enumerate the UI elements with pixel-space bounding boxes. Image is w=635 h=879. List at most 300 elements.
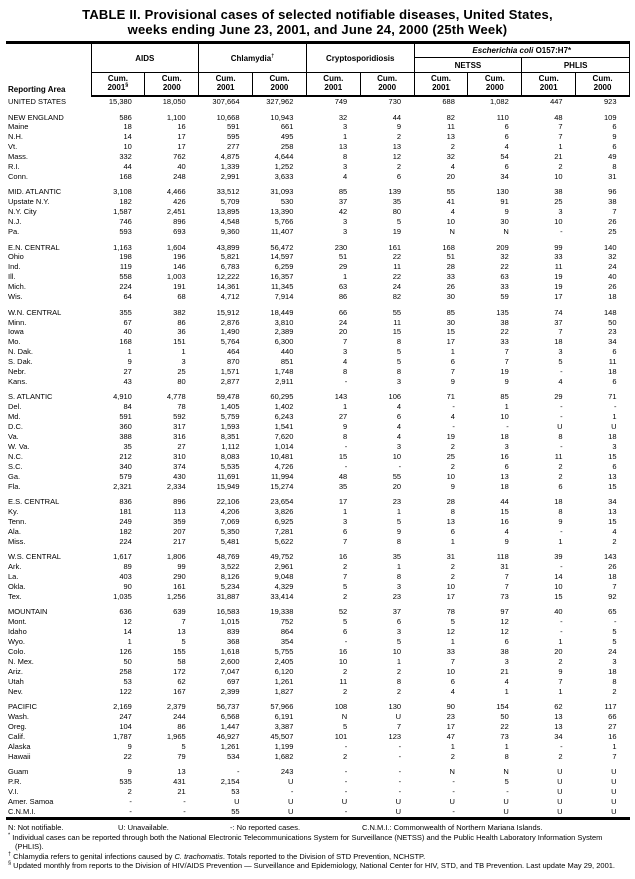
table-row bbox=[6, 292, 630, 302]
value-cell: 1,447 bbox=[220, 721, 240, 731]
value-cell: - bbox=[344, 767, 348, 777]
value-cell: 25 bbox=[446, 451, 455, 461]
value-cell: 6 bbox=[450, 357, 455, 367]
footnote-text: Updated monthly from reports to the Division of HIV/AIDS Prevention — Surveillance and Epidemiology, National Center for HIV, STD, and TB Prevention. Last update May 29, 2001. bbox=[13, 860, 615, 870]
reporting-area-cell: C.N.M.I. bbox=[8, 806, 36, 816]
value-cell: 2 bbox=[396, 162, 402, 172]
value-cell: 1 bbox=[343, 272, 348, 282]
value-cell: 1,035 bbox=[113, 591, 132, 601]
value-cell: 1,787 bbox=[113, 731, 132, 741]
value-cell: 1 bbox=[504, 686, 509, 696]
netss-subgroup-header: NETSS bbox=[414, 58, 522, 73]
value-cell: 7,914 bbox=[274, 292, 294, 302]
value-cell: 33 bbox=[446, 646, 455, 656]
value-cell: - bbox=[506, 786, 509, 796]
value-cell: 839 bbox=[227, 627, 240, 637]
value-cell: 10 bbox=[554, 171, 563, 181]
value-cell: N bbox=[449, 767, 455, 777]
value-cell: 15 bbox=[446, 327, 455, 337]
value-cell: U bbox=[611, 767, 617, 777]
table-row bbox=[6, 472, 630, 482]
value-cell: 11 bbox=[339, 676, 348, 686]
value-cell: 3 bbox=[558, 347, 563, 357]
value-cell: 10 bbox=[446, 217, 455, 227]
value-cell: 5 bbox=[450, 617, 455, 627]
value-cell: 836 bbox=[119, 497, 132, 507]
value-cell: 2 bbox=[396, 686, 402, 696]
reporting-area-cell: P.R. bbox=[8, 777, 22, 787]
value-cell: 11 bbox=[393, 262, 402, 272]
reporting-area-cell: Alaska bbox=[8, 741, 31, 751]
value-cell: 23 bbox=[608, 327, 617, 337]
value-cell: 19,338 bbox=[270, 607, 294, 617]
reporting-area-cell: Oreg. bbox=[8, 721, 27, 731]
value-cell: 749 bbox=[334, 97, 348, 106]
value-cell: 4 bbox=[450, 162, 455, 172]
value-cell: 586 bbox=[119, 112, 132, 122]
value-cell: 243 bbox=[280, 767, 294, 777]
value-cell: - bbox=[344, 376, 348, 386]
table-row bbox=[6, 647, 630, 657]
table-row bbox=[6, 392, 630, 402]
value-cell: 35 bbox=[392, 552, 402, 562]
value-cell: 212 bbox=[119, 451, 132, 461]
value-cell: 1 bbox=[181, 347, 186, 357]
value-cell: 1,339 bbox=[220, 162, 240, 172]
value-cell: 14 bbox=[123, 627, 132, 637]
value-cell: 4,644 bbox=[274, 152, 294, 162]
reporting-area-cell: V.I. bbox=[8, 786, 19, 796]
value-cell: 6 bbox=[504, 122, 509, 132]
value-cell: 7 bbox=[558, 122, 563, 132]
value-cell: 224 bbox=[119, 536, 132, 546]
value-cell: 52 bbox=[338, 607, 348, 617]
value-cell: 14,597 bbox=[270, 252, 294, 262]
aids-label: AIDS bbox=[135, 53, 155, 63]
table-row bbox=[6, 172, 630, 182]
reporting-area-cell: N. Mex. bbox=[8, 656, 34, 666]
value-cell: 1 bbox=[504, 741, 509, 751]
value-cell: 68 bbox=[177, 292, 186, 302]
value-cell: 13 bbox=[554, 712, 563, 721]
value-cell: 13 bbox=[608, 507, 617, 516]
value-cell: 47 bbox=[446, 731, 455, 741]
value-cell: 19 bbox=[446, 432, 455, 442]
value-cell: - bbox=[290, 786, 294, 796]
value-cell: 6 bbox=[396, 617, 402, 627]
value-cell: 1 bbox=[343, 402, 348, 412]
value-cell: 23 bbox=[392, 591, 402, 601]
value-cell: 85 bbox=[500, 392, 509, 402]
value-cell: - bbox=[452, 806, 455, 816]
value-cell: 30 bbox=[446, 317, 455, 327]
value-cell: - bbox=[452, 777, 455, 787]
value-cell: 249 bbox=[119, 516, 132, 526]
value-cell: 258 bbox=[119, 666, 132, 676]
value-cell: 2 bbox=[343, 666, 348, 676]
value-cell: - bbox=[614, 402, 617, 412]
reporting-area-cell: PACIFIC bbox=[8, 702, 38, 712]
value-cell: 7 bbox=[558, 676, 563, 686]
value-cell: 18 bbox=[608, 666, 617, 676]
value-cell: 67 bbox=[123, 317, 132, 327]
value-cell: 20 bbox=[392, 481, 402, 491]
table-row bbox=[6, 752, 630, 762]
value-cell: U bbox=[557, 806, 563, 816]
value-cell: - bbox=[506, 422, 509, 432]
value-cell: 5,481 bbox=[220, 536, 240, 546]
value-cell: 10 bbox=[554, 217, 563, 227]
value-cell: 3,522 bbox=[220, 562, 240, 572]
reporting-area-cell: Ark. bbox=[8, 562, 22, 572]
value-cell: 22 bbox=[392, 252, 402, 262]
value-cell: 9 bbox=[396, 122, 402, 132]
table-row bbox=[6, 637, 630, 647]
value-cell: 688 bbox=[442, 97, 455, 106]
value-cell: 6,568 bbox=[220, 712, 240, 721]
value-cell: 37 bbox=[554, 317, 563, 327]
value-cell: 896 bbox=[173, 497, 186, 507]
legend-row bbox=[8, 823, 630, 833]
value-cell: 7,620 bbox=[274, 432, 294, 442]
table-title bbox=[0, 7, 635, 37]
value-cell: 6 bbox=[612, 347, 617, 357]
value-cell: 51 bbox=[446, 252, 455, 262]
value-cell: 16 bbox=[177, 122, 186, 132]
table-row bbox=[6, 207, 630, 217]
value-cell: 26 bbox=[608, 217, 617, 227]
value-cell: 182 bbox=[119, 197, 132, 207]
table-row bbox=[6, 272, 630, 282]
value-cell: 31 bbox=[500, 562, 509, 572]
value-cell: 1,003 bbox=[166, 272, 186, 282]
data-table-wrap bbox=[6, 41, 630, 820]
footnote-marker: * bbox=[8, 832, 11, 839]
value-cell: 50 bbox=[500, 712, 509, 721]
value-cell: - bbox=[344, 741, 348, 751]
value-cell: U bbox=[557, 422, 563, 432]
chlamydia-footnote-marker: † bbox=[271, 52, 275, 59]
reporting-area-cell: N.H. bbox=[8, 132, 23, 142]
value-cell: 13 bbox=[446, 132, 455, 142]
value-cell: - bbox=[129, 806, 132, 816]
value-cell: 78 bbox=[177, 402, 186, 412]
value-cell: 71 bbox=[608, 392, 617, 402]
value-cell: 7 bbox=[181, 617, 186, 627]
value-cell: 4 bbox=[612, 526, 617, 536]
value-cell: 31,093 bbox=[270, 187, 294, 197]
value-cell: 2 bbox=[612, 536, 617, 546]
value-cell: 4,778 bbox=[166, 392, 186, 402]
reporting-area-cell: Maine bbox=[8, 122, 29, 132]
value-cell: 92 bbox=[608, 591, 617, 601]
value-cell: U bbox=[611, 422, 617, 432]
reporting-area-cell: D.C. bbox=[8, 422, 23, 432]
value-cell: 7 bbox=[504, 572, 509, 582]
value-cell: - bbox=[344, 806, 348, 816]
value-cell: 2 bbox=[450, 142, 455, 152]
value-cell: 22 bbox=[392, 272, 402, 282]
value-cell: 6 bbox=[612, 122, 617, 132]
value-cell: U bbox=[341, 796, 348, 806]
value-cell: 44 bbox=[123, 162, 132, 172]
ecoli-group-header bbox=[414, 43, 629, 58]
value-cell: 139 bbox=[388, 187, 402, 197]
value-cell: - bbox=[560, 617, 563, 627]
reporting-area-cell: Ky. bbox=[8, 507, 19, 516]
value-cell: 3 bbox=[612, 656, 617, 666]
value-cell: 4 bbox=[504, 676, 509, 686]
reporting-area-cell: Ill. bbox=[8, 272, 16, 282]
reporting-area-cell: E.S. CENTRAL bbox=[8, 497, 60, 507]
value-cell: 33 bbox=[500, 337, 509, 347]
value-cell: 382 bbox=[173, 307, 186, 317]
value-cell: 19 bbox=[554, 282, 563, 292]
value-cell: 3,633 bbox=[274, 171, 294, 181]
value-cell: 3 bbox=[396, 441, 402, 451]
cryptosporidiosis-group-header bbox=[306, 43, 414, 73]
value-cell: 10 bbox=[392, 646, 402, 656]
value-cell: U bbox=[395, 796, 402, 806]
value-cell: 191 bbox=[173, 282, 186, 292]
value-cell: 5,234 bbox=[220, 581, 240, 591]
value-cell: 54 bbox=[500, 152, 509, 162]
value-cell: 9 bbox=[396, 526, 402, 536]
value-cell: 13 bbox=[500, 471, 509, 481]
value-cell: 3 bbox=[558, 207, 563, 217]
table-row bbox=[6, 187, 630, 197]
value-cell: 15 bbox=[500, 507, 509, 516]
value-cell: 10 bbox=[392, 451, 402, 461]
reporting-area-cell: Vt. bbox=[8, 142, 18, 152]
value-cell: 1 bbox=[558, 686, 563, 696]
value-cell: 84 bbox=[123, 402, 132, 412]
value-cell: 41 bbox=[446, 197, 455, 207]
value-cell: - bbox=[344, 441, 348, 451]
value-cell: - bbox=[614, 617, 617, 627]
value-cell: 591 bbox=[227, 122, 240, 132]
value-cell: 4,466 bbox=[166, 187, 186, 197]
value-cell: 23 bbox=[446, 712, 455, 721]
reporting-area-cell: Upstate N.Y. bbox=[8, 197, 50, 207]
value-cell: 290 bbox=[173, 572, 186, 582]
table-row bbox=[6, 282, 630, 292]
value-cell: 53 bbox=[123, 676, 132, 686]
value-cell: 34 bbox=[554, 731, 563, 741]
reporting-area-cell: Wash. bbox=[8, 712, 29, 721]
value-cell: 130 bbox=[388, 702, 402, 712]
value-cell: 746 bbox=[119, 217, 132, 227]
value-cell: 148 bbox=[603, 307, 617, 317]
value-cell: 27 bbox=[177, 441, 186, 451]
cum-year-header: Cum. 2000 bbox=[145, 73, 199, 97]
value-cell: 2,169 bbox=[113, 702, 132, 712]
value-cell: 3 bbox=[343, 122, 348, 132]
value-cell: 146 bbox=[173, 262, 186, 272]
value-cell: 66 bbox=[608, 712, 617, 721]
value-cell: 181 bbox=[119, 507, 132, 516]
value-cell: 4 bbox=[450, 412, 455, 422]
value-cell: 534 bbox=[227, 751, 240, 761]
value-cell: 56,737 bbox=[216, 702, 240, 712]
value-cell: 101 bbox=[334, 731, 348, 741]
table-row bbox=[6, 592, 630, 602]
reporting-area-cell: La. bbox=[8, 572, 19, 582]
value-cell: 1,014 bbox=[274, 441, 294, 451]
value-cell: 13 bbox=[392, 142, 402, 152]
value-cell: 7 bbox=[396, 721, 402, 731]
value-cell: 7 bbox=[558, 327, 563, 337]
reporting-area-cell: Conn. bbox=[8, 171, 29, 181]
value-cell: 1,604 bbox=[166, 242, 186, 252]
value-cell: 14,361 bbox=[216, 282, 240, 292]
value-cell: 3,810 bbox=[274, 317, 294, 327]
value-cell: 66 bbox=[338, 307, 348, 317]
value-cell: 2 bbox=[450, 572, 455, 582]
value-cell: 1,261 bbox=[274, 676, 294, 686]
value-cell: 5 bbox=[396, 347, 402, 357]
table-row bbox=[6, 452, 630, 462]
value-cell: 8 bbox=[558, 432, 563, 442]
value-cell: 368 bbox=[227, 637, 240, 647]
value-cell: 6 bbox=[450, 526, 455, 536]
reporting-area-cell: Guam bbox=[8, 767, 29, 777]
value-cell: 4 bbox=[504, 526, 509, 536]
value-cell: 10,668 bbox=[216, 112, 240, 122]
table-row bbox=[6, 217, 630, 227]
table-row bbox=[6, 482, 630, 492]
value-cell: 1,541 bbox=[274, 422, 294, 432]
value-cell: 209 bbox=[496, 242, 509, 252]
value-cell: 7 bbox=[612, 581, 617, 591]
value-cell: 13 bbox=[608, 471, 617, 481]
value-cell: 7 bbox=[612, 751, 617, 761]
value-cell: - bbox=[398, 751, 402, 761]
value-cell: 9 bbox=[127, 741, 132, 751]
reporting-area-cell: Ariz. bbox=[8, 666, 23, 676]
value-cell: 27 bbox=[338, 412, 348, 422]
footnote-marker: § bbox=[8, 860, 12, 867]
value-cell: 26 bbox=[608, 562, 617, 572]
value-cell: 73 bbox=[500, 731, 509, 741]
value-cell: 2 bbox=[612, 686, 617, 696]
table-row bbox=[6, 617, 630, 627]
reporting-area-cell: N. Dak. bbox=[8, 347, 34, 357]
reporting-area-cell: Pa. bbox=[8, 227, 20, 237]
value-cell: 277 bbox=[227, 142, 240, 152]
legend-not-notifiable: N: Not notifiable. bbox=[8, 823, 64, 833]
reporting-area-cell: Ind. bbox=[8, 262, 21, 272]
value-cell: 8 bbox=[396, 572, 402, 582]
reporting-area-cell: Mo. bbox=[8, 337, 21, 347]
value-cell: 2 bbox=[343, 751, 348, 761]
value-cell: 2,451 bbox=[166, 207, 186, 217]
value-cell: - bbox=[398, 777, 402, 787]
value-cell: 8 bbox=[343, 432, 348, 442]
reporting-area-cell: Wyo. bbox=[8, 637, 26, 647]
value-cell: - bbox=[344, 777, 348, 787]
value-cell: 135 bbox=[496, 307, 509, 317]
value-cell: 155 bbox=[173, 646, 186, 656]
table-row bbox=[6, 572, 630, 582]
value-cell: 2 bbox=[558, 471, 563, 481]
reporting-area-cell: Ga. bbox=[8, 471, 21, 481]
value-cell: 3 bbox=[343, 162, 348, 172]
reporting-area-cell: Nev. bbox=[8, 686, 23, 696]
value-cell: 5 bbox=[396, 357, 402, 367]
value-cell: 4 bbox=[450, 686, 455, 696]
value-cell: 355 bbox=[119, 307, 132, 317]
value-cell: 19 bbox=[500, 367, 509, 377]
cum-year-header: Cum. 2000 bbox=[253, 73, 307, 97]
value-cell: 18 bbox=[608, 572, 617, 582]
value-cell: 13 bbox=[177, 767, 186, 777]
value-cell: 50 bbox=[123, 656, 132, 666]
value-cell: 4 bbox=[396, 402, 402, 412]
value-cell: 16 bbox=[500, 451, 509, 461]
value-cell: 1 bbox=[396, 562, 402, 572]
value-cell: - bbox=[560, 367, 563, 377]
table-row bbox=[6, 122, 630, 132]
value-cell: U bbox=[395, 712, 402, 721]
value-cell: 8 bbox=[396, 367, 402, 377]
value-cell: U bbox=[611, 796, 617, 806]
value-cell: 20 bbox=[554, 646, 563, 656]
table-row bbox=[6, 113, 630, 123]
value-cell: 6,191 bbox=[274, 712, 294, 721]
value-cell: 50 bbox=[608, 317, 617, 327]
value-cell: 13 bbox=[338, 142, 348, 152]
value-cell: 5,821 bbox=[220, 252, 240, 262]
value-cell: 2 bbox=[450, 461, 455, 471]
value-cell: 17 bbox=[446, 591, 455, 601]
value-cell: 15 bbox=[392, 327, 402, 337]
reporting-area-cell: Wis. bbox=[8, 292, 23, 302]
value-cell: 1,261 bbox=[220, 741, 240, 751]
value-cell: 17 bbox=[338, 497, 348, 507]
value-cell: 45,507 bbox=[270, 731, 294, 741]
value-cell: 62 bbox=[177, 676, 186, 686]
value-cell: 1,827 bbox=[274, 686, 294, 696]
value-cell: - bbox=[560, 741, 563, 751]
value-cell: U bbox=[557, 777, 563, 787]
reporting-area-cell: Calif. bbox=[8, 731, 26, 741]
value-cell: 6 bbox=[343, 526, 348, 536]
value-cell: 6,925 bbox=[274, 516, 294, 526]
value-cell: 579 bbox=[119, 471, 132, 481]
value-cell: 530 bbox=[280, 197, 294, 207]
value-cell: 217 bbox=[173, 536, 186, 546]
value-cell: 15 bbox=[608, 451, 617, 461]
value-cell: 1 bbox=[612, 741, 617, 751]
cryptosporidiosis-label: Cryptosporidiosis bbox=[325, 53, 395, 63]
value-cell: 4 bbox=[450, 207, 455, 217]
value-cell: 17 bbox=[446, 721, 455, 731]
value-cell: 32 bbox=[446, 152, 455, 162]
value-cell: 2 bbox=[343, 591, 348, 601]
table-row bbox=[6, 742, 630, 752]
value-cell: U bbox=[503, 806, 509, 816]
value-cell: 90 bbox=[446, 702, 455, 712]
reporting-area-cell: Mich. bbox=[8, 282, 26, 292]
value-cell: 697 bbox=[227, 676, 240, 686]
value-cell: - bbox=[344, 637, 348, 647]
table-row bbox=[6, 367, 630, 377]
value-cell: 18 bbox=[608, 367, 617, 377]
reporting-area-cell: Del. bbox=[8, 402, 22, 412]
value-cell: 1,112 bbox=[221, 441, 240, 451]
table-row bbox=[6, 497, 630, 507]
